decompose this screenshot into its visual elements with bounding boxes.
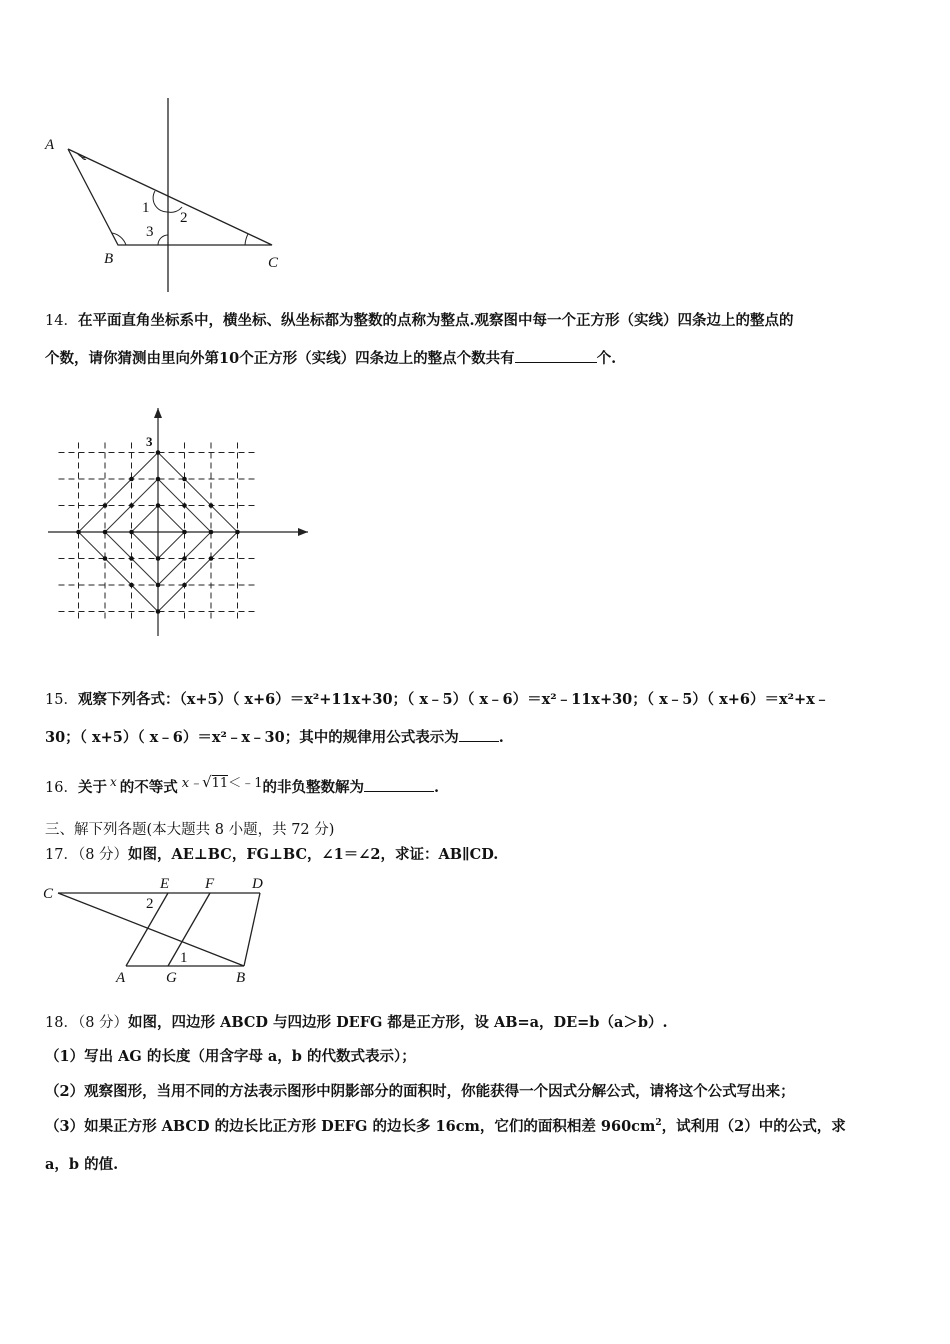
q18-part-3: [45, 1117, 846, 1137]
q14-number-10: 10: [219, 350, 240, 367]
lattice-point: [129, 503, 134, 508]
q18-part-3-cont: a，b 的值.: [45, 1156, 119, 1173]
point-g-label: G: [166, 970, 177, 986]
q18-line: [45, 1013, 668, 1033]
q18-part-3-text-a: （3）如果正方形 ABCD 的边长比正方形 DEFG 的边长多 16cm，它们的面积相差 960cm: [45, 1118, 656, 1135]
point-a-label: A: [116, 970, 126, 986]
q16-line: [45, 772, 439, 798]
q14-text-2a: 个数，请你猜测由里向外第: [45, 350, 219, 367]
q16-text-mid: 的不等式: [119, 779, 178, 796]
q15-line1: [45, 690, 829, 710]
q18-text: 如图，四边形 ABCD 与四边形 DEFG 都是正方形，设 AB=a，DE=b（a＞b）.: [128, 1014, 668, 1031]
lattice-point: [156, 556, 161, 561]
q14-answer-blank: [515, 348, 597, 363]
lattice-point: [156, 609, 161, 614]
lattice-point: [182, 530, 187, 535]
q14-text-2c: 个.: [596, 350, 617, 367]
q15-answer-blank: [459, 727, 499, 742]
angle-1-label: 1: [142, 200, 150, 216]
q16-text-end: .: [433, 779, 440, 796]
lattice-point: [182, 477, 187, 482]
lattice-point: [129, 530, 134, 535]
lattice-point: [182, 556, 187, 561]
lattice-point: [209, 530, 214, 535]
lattice-point: [209, 556, 214, 561]
lattice-point: [103, 556, 108, 561]
point-d-label: D: [252, 876, 263, 892]
lattice-squares-figure: [40, 400, 320, 640]
q16-variable: x: [109, 775, 117, 789]
vertex-b-label: B: [104, 251, 114, 267]
q18-part-2: （2）观察图形，当用不同的方法表示图形中阴影部分的面积时，你能获得一个因式分解公式，请将这个公式写出来；: [45, 1083, 795, 1100]
q16-number: 16．: [45, 780, 78, 796]
lattice-point: [129, 583, 134, 588]
lattice-point: [156, 503, 161, 508]
triangle-figure: [40, 95, 290, 295]
q17-line: [45, 845, 498, 865]
q16-text-post: 的非负整数解为: [262, 779, 364, 796]
q18-number: 18．: [45, 1015, 78, 1031]
q16-ineq-left: x﹣: [181, 776, 203, 791]
q18-part-3-text-b: ，试利用（2）中的公式，求: [661, 1118, 846, 1135]
lattice-point: [103, 503, 108, 508]
q16-text-pre: 关于: [77, 779, 107, 796]
q15-text-2b: .: [498, 729, 504, 746]
q16-ineq-right: ＜﹣1: [228, 776, 263, 791]
point-c-label: C: [43, 886, 54, 902]
parallel-lines-figure: [40, 872, 290, 987]
q14-line1: [45, 311, 794, 331]
lattice-point: [103, 530, 108, 535]
q17-number: 17．: [45, 847, 78, 863]
section-3-heading: 三、解下列各题(本大题共 8 小题，共 72 分): [45, 822, 335, 838]
sqrt-sign: √: [202, 773, 212, 791]
lattice-point: [182, 583, 187, 588]
vertex-c-label: C: [268, 255, 279, 271]
lattice-point: [182, 503, 187, 508]
q16-radicand: 11: [211, 776, 229, 791]
lattice-point: [129, 477, 134, 482]
lattice-point: [129, 556, 134, 561]
point-e-label: E: [160, 876, 170, 892]
q17-text: 如图，AE⊥BC，FG⊥BC，∠1＝∠2，求证：AB∥CD.: [128, 846, 499, 863]
point-f-label: F: [205, 876, 215, 892]
y-tick-3: 3: [146, 434, 153, 449]
q15-number: 15．: [45, 692, 78, 708]
q18-score: （8 分）: [77, 1015, 129, 1031]
q17-score: （8 分）: [77, 847, 129, 863]
q16-answer-blank: [364, 777, 434, 792]
q14-text-2b: 个正方形（实线）四条边上的整点个数共有: [239, 350, 515, 367]
point-b-label: B: [236, 970, 246, 986]
angle-1-label: 1: [180, 950, 188, 966]
vertex-a-label: A: [45, 137, 55, 153]
q14-number: 14．: [45, 313, 78, 329]
angle-2-label: 2: [180, 210, 188, 226]
q15-text-2a: 30；（ x+5）（ x﹣6）＝x²﹣x﹣30；其中的规律用公式表示为: [45, 729, 459, 746]
angle-3-label: 3: [146, 224, 154, 240]
q15-text-1: 观察下列各式：（x+5）（ x+6）＝x²+11x+30；（ x﹣5）（ x﹣6）＝x²﹣11x+30；（ x﹣5）（ x+6）＝x²+x﹣: [77, 691, 830, 708]
q15-line2: [45, 727, 504, 748]
lattice-point: [156, 477, 161, 482]
q18-part-1: （1）写出 AG 的长度（用含字母 a，b 的代数式表示）；: [45, 1048, 416, 1065]
q18-part-3-superscript: 2: [655, 1118, 662, 1129]
lattice-point: [156, 450, 161, 455]
q14-text-1: 在平面直角坐标系中，横坐标、纵坐标都为整数的点称为整点.观察图中每一个正方形（实线）四条边上的整点的: [77, 312, 794, 329]
lattice-point: [235, 530, 240, 535]
lattice-point: [76, 530, 81, 535]
q16-inequality: [181, 773, 263, 791]
lattice-point: [209, 503, 214, 508]
angle-2-label: 2: [146, 896, 154, 912]
lattice-point: [156, 583, 161, 588]
q14-line2: [45, 348, 616, 369]
